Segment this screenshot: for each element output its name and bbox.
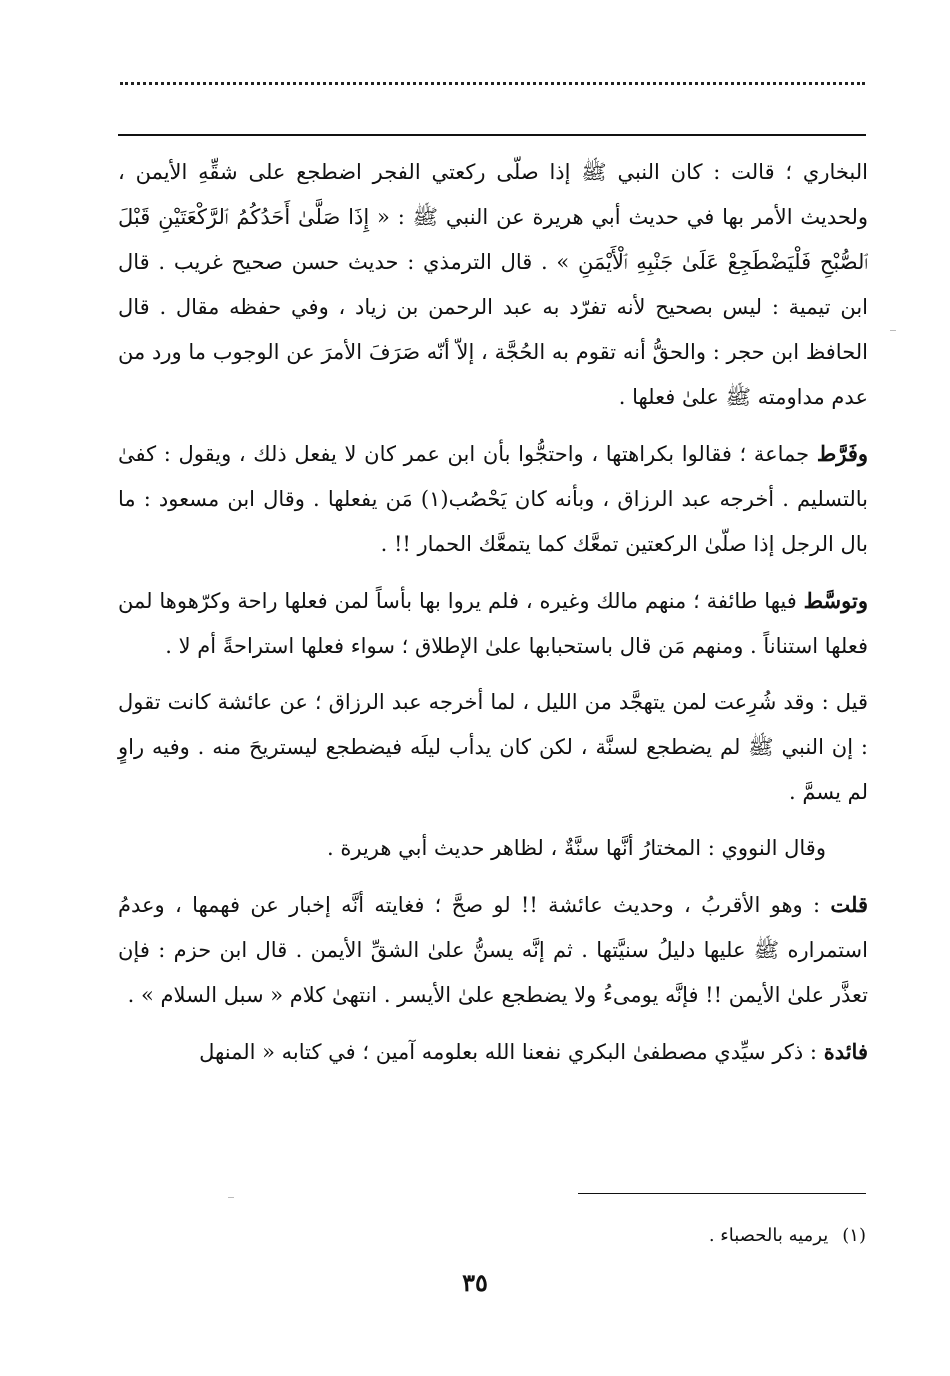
paragraph-nawawi: [118, 826, 868, 871]
header-dotted-line: [120, 82, 865, 95]
paragraph-hadith-aisha: [118, 150, 868, 420]
paragraph-text: جماعة ؛ فقالوا بكراهتها ، واحتجُّوا بأن ابن عمر كان لا يفعل ذلك ، ويقول : كفىٰ بالتسليم . أخرجه عبد الرزاق ، وبأنه كان يَحْصُب(١) مَن يفعلها . وقال ابن مسعود : ما بال الرجل إذا صلّىٰ الركعتين تمعَّك كما يتمعَّك الحمار !! .: [118, 442, 869, 556]
scan-speck: [890, 330, 896, 331]
paragraph-text: البخاري ؛ قالت : كان النبي ﷺ إذا صلّى ركعتي الفجر اضطجع على شقِّهِ الأيمن ، ولحديث الأمر بها في حديث أبي هريرة عن النبي ﷺ : « إِذَا صَلَّىٰ أَحَدُكُمُ ٱلرَّكْعَتَيْنِ قَبْلَ ٱلصُّبْحِ فَلْيَضْطَجِعْ عَلَىٰ جَنْبِهِ ٱلْأَيْمَنِ » . قال الترمذي : حديث حسن صحيح غريب . قال ابن تيمية : ليس بصحيح لأنه تفرّد به عبد الرحمن بن زياد ، وفي حفظه مقال . قال الحافظ ابن حجر : والحقُّ أنه تقوم به الحُجَّة ، إلاّ أنّه صَرَفَ الأمرَ عن الوجوب ما ورد من عدم مداومته ﷺ علىٰ فعلها .: [118, 160, 868, 409]
footnote-marker: (١): [842, 1225, 866, 1246]
paragraph-tawassata: [118, 578, 868, 669]
footnote: [300, 1222, 866, 1250]
paragraph-text: فيها طائفة ؛ منهم مالك وغيره ، فلم يروا بها بأساً لمن فعلها راحة وكرّهوها لمن فعلها استناناً . ومنهم مَن قال باستحبابها علىٰ الإطلاق ؛ سواء فعلها استراحةً أم لا .: [118, 589, 868, 658]
paragraph-lead: وتوسَّط: [803, 588, 868, 613]
footnote-separator: [578, 1193, 866, 1194]
paragraph-text: : وهو الأقربُ ، وحديث عائشة !! لو صحَّ ؛ فغايته أنَّه إخبار عن فهمها ، وعدمُ استمراره ﷺ عليها دليلُ سنيَّتها . ثم إنَّه يسنُّ علىٰ الشقِّ الأيمن . قال ابن حزم : فإن تعذَّر علىٰ الأيمن !! فإنَّه يومىءُ ولا يضطجع علىٰ الأيسر . انتهىٰ كلام « سبل السلام » .: [118, 893, 868, 1007]
header-rule: [118, 134, 866, 136]
paragraph-farrata: [118, 431, 868, 567]
paragraph-qultu: [118, 882, 868, 1018]
paragraph-faida: [118, 1029, 868, 1075]
paragraph-lead: فائدة: [823, 1039, 868, 1064]
paragraph-lead: وفَرَّط: [816, 441, 868, 466]
paragraph-text: وقال النووي : المختارُ أنَّها سنَّةٌ ، لظاهر حديث أبي هريرة .: [327, 836, 826, 860]
page-number: ٣٥: [462, 1268, 488, 1297]
paragraph-lead: قلت: [830, 892, 868, 917]
footnote-text: يرميه بالحصباء .: [708, 1225, 829, 1246]
paragraph-text: قيل : وقد شُرِعت لمن يتهجَّد من الليل ، لما أخرجه عبد الرزاق ؛ عن عائشة كانت تقول : إن النبي ﷺ لم يضطجع لسنَّة ، لكن كان يدأب ليلَه فيضطجع ليستريحَ منه . وفيه راوٍ لم يسمَّ .: [118, 690, 868, 804]
main-text: [118, 150, 868, 1086]
scan-speck: [228, 1197, 234, 1198]
paragraph-text: : ذكر سيِّدي مصطفىٰ البكري نفعنا الله بعلومه آمين ؛ في كتابه « المنهل: [199, 1040, 824, 1064]
paragraph-qila: [118, 680, 868, 815]
